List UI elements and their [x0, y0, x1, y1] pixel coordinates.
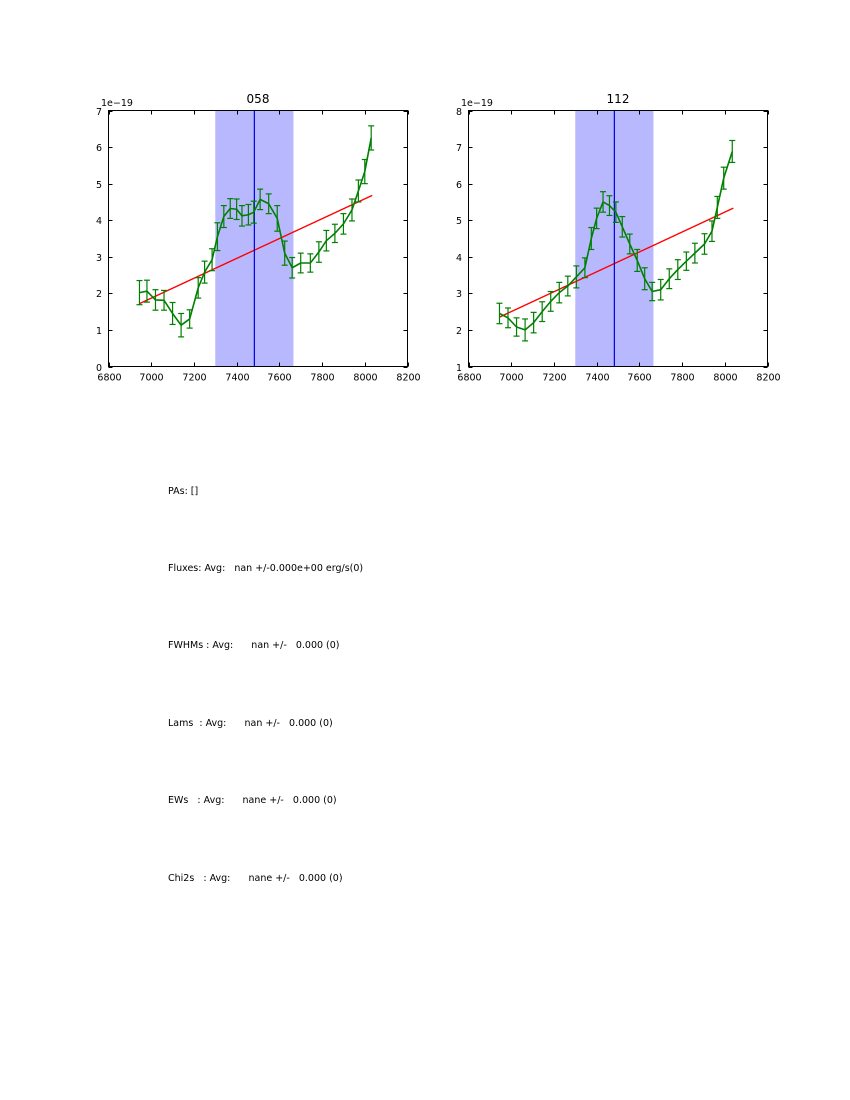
subplot-058 [60, 80, 455, 410]
plot-title-058: 058 [246, 92, 270, 106]
stat-line-ews: EWs : Avg: nane +/- 0.000 (0) [168, 795, 337, 807]
y-tick-label: 1 [455, 363, 462, 374]
y-tick-label: 5 [95, 180, 102, 191]
y-axis-offset-label: 1e−19 [461, 98, 493, 109]
stat-line-fwhms: FWHMs : Avg: nan +/- 0.000 (0) [168, 640, 340, 652]
x-tick-label: 7200 [542, 372, 567, 384]
x-tick-label: 7200 [182, 372, 207, 384]
plot-title-112: 112 [606, 92, 630, 106]
stat-line-pas: PAs: [] [168, 485, 199, 497]
y-tick-label: 3 [455, 289, 462, 300]
x-tick-label: 7000 [139, 372, 164, 384]
subplot-112-canvas [420, 80, 815, 410]
y-tick-label: 4 [455, 253, 462, 264]
y-tick-label: 2 [95, 289, 102, 300]
x-tick-label: 7600 [627, 372, 652, 384]
y-tick-label: 6 [95, 143, 102, 154]
x-tick-label: 7800 [310, 372, 335, 384]
y-tick-label: 7 [95, 107, 102, 118]
y-tick-label: 7 [455, 143, 462, 154]
y-tick-label: 2 [455, 326, 462, 337]
x-tick-label: 7400 [225, 372, 250, 384]
x-tick-label: 8000 [713, 372, 738, 384]
y-axis-offset-label: 1e−19 [101, 98, 133, 109]
y-tick-label: 8 [455, 107, 462, 118]
y-tick-label: 3 [95, 253, 102, 264]
stat-line-lams: Lams : Avg: nan +/- 0.000 (0) [168, 717, 333, 729]
x-tick-label: 7000 [499, 372, 524, 384]
y-tick-label: 5 [455, 216, 462, 227]
stat-line-fluxes: Fluxes: Avg: nan +/-0.000e+00 erg/s(0) [168, 562, 364, 574]
y-tick-label: 0 [95, 363, 102, 374]
x-tick-label: 6800 [457, 372, 482, 384]
y-tick-label: 6 [455, 180, 462, 191]
axes-area [96, 107, 421, 384]
y-tick-label: 4 [95, 216, 102, 227]
x-tick-label: 8000 [353, 372, 378, 384]
stat-line-chi2s: Chi2s : Avg: nane +/- 0.000 (0) [168, 872, 343, 884]
x-tick-label: 7800 [670, 372, 695, 384]
x-tick-label: 8200 [396, 372, 421, 384]
x-tick-label: 8200 [756, 372, 781, 384]
stats-block [168, 427, 363, 943]
subplot-112 [420, 80, 815, 410]
x-tick-label: 7400 [585, 372, 610, 384]
axes-area [456, 107, 781, 384]
x-tick-label: 7600 [267, 372, 292, 384]
x-tick-label: 6800 [97, 372, 122, 384]
subplot-058-canvas [60, 80, 455, 410]
y-tick-label: 1 [95, 326, 102, 337]
